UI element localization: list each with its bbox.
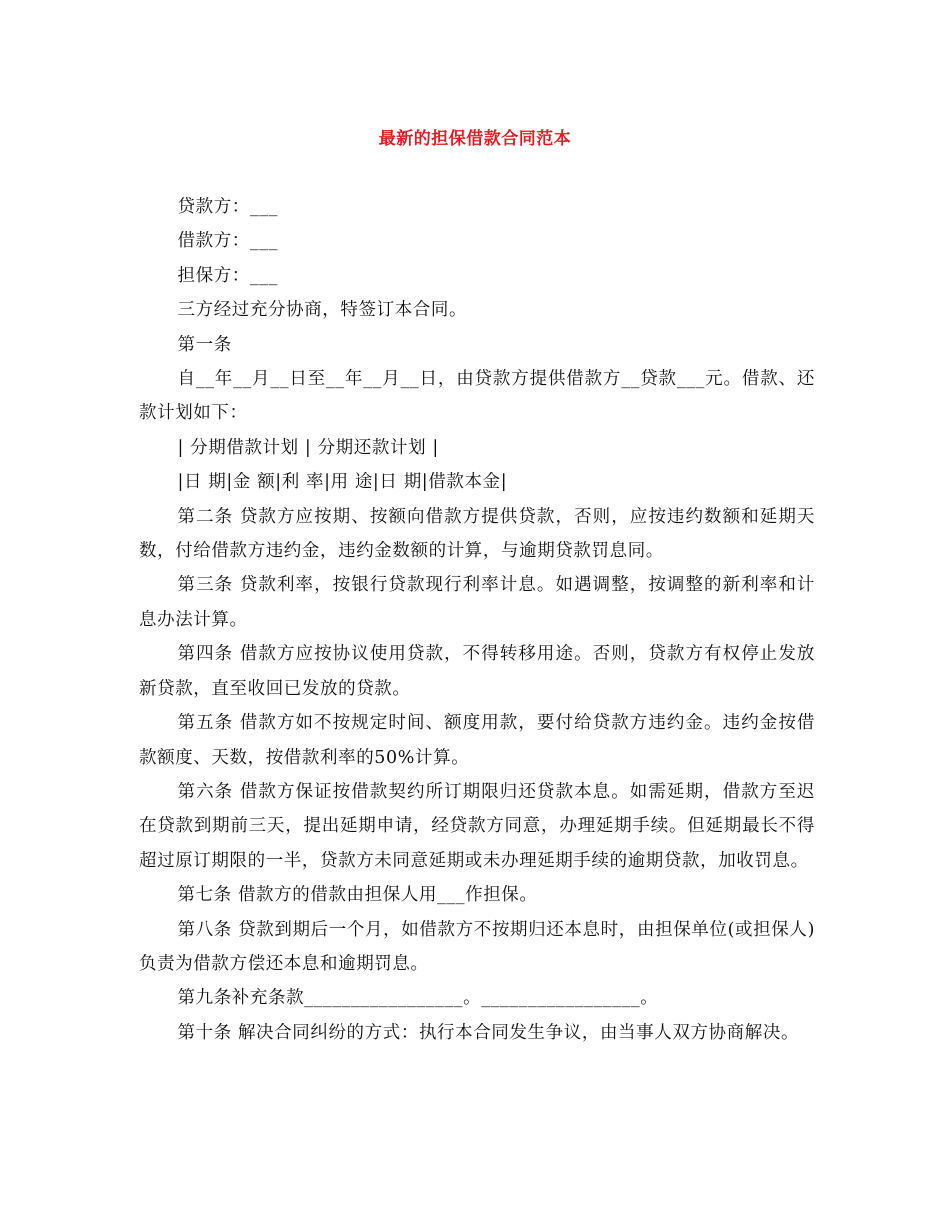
plan-table-columns: |日 期|金 额|利 率|用 途|日 期|借款本金| — [177, 472, 508, 493]
borrower-line: 借款方：___ — [177, 231, 278, 252]
article-9: 第九条补充条款_________________。_________________。 — [177, 988, 659, 1009]
lender-line: 贷款方：___ — [177, 197, 278, 217]
article-1-text: 自__年__月__日至__年__月__日，由贷款方提供借款方__贷款___元。借款、还款计划如下： — [139, 369, 815, 424]
agreement-intro: 三方经过充分协商，特签订本合同。 — [177, 300, 468, 321]
document-body — [139, 190, 815, 1050]
article-8: 第八条 贷款到期后一个月，如借款方不按期归还本息时，由担保单位(或担保人)负责为借款方偿还本息和逾期罚息。 — [139, 919, 815, 974]
plan-table-header: | 分期借款计划 | 分期还款计划 | — [177, 437, 439, 458]
article-5: 第五条 借款方如不按规定时间、额度用款，要付给贷款方违约金。违约金按借款额度、天数，按借款利率的50%计算。 — [139, 713, 815, 768]
article-1-heading: 第一条 — [177, 334, 232, 355]
article-3: 第三条 贷款利率，按银行贷款现行利率计息。如遇调整，按调整的新利率和计息办法计算。 — [139, 575, 815, 630]
article-4: 第四条 借款方应按协议使用贷款，不得转移用途。否则，贷款方有权停止发放新贷款，直至收回已发放的贷款。 — [139, 644, 815, 699]
article-2: 第二条 贷款方应按期、按额向借款方提供贷款，否则，应按违约数额和延期天数，付给借款方违约金，违约金数额的计算，与逾期贷款罚息同。 — [139, 506, 815, 562]
article-6: 第六条 借款方保证按借款契约所订期限归还贷款本息。如需延期，借款方至迟在贷款到期前三天，提出延期申请，经贷款方同意，办理延期手续。但延期最长不得超过原订期限的一半，贷款方未同意延期或未办理延期手续的逾期贷款，加收罚息。 — [139, 781, 815, 871]
document-title: 最新的担保借款合同范本 — [378, 129, 572, 149]
guarantor-line: 担保方：___ — [177, 265, 278, 286]
article-7: 第七条 借款方的借款由担保人用___作担保。 — [177, 885, 538, 906]
article-10: 第十条 解决合同纠纷的方式：执行本合同发生争议，由当事人双方协商解决。 — [177, 1022, 800, 1043]
